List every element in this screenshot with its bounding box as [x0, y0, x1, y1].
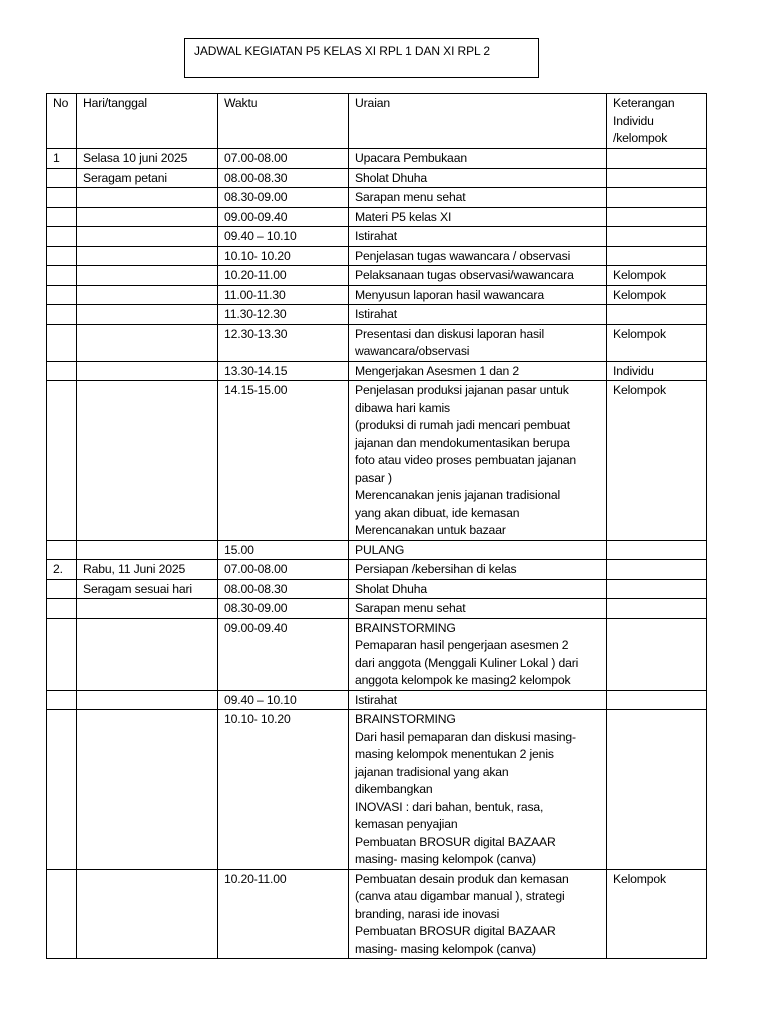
cell-hari-tanggal — [77, 599, 218, 619]
cell-uraian: Istirahat — [349, 227, 607, 247]
cell-uraian: Menyusun laporan hasil wawancara — [349, 285, 607, 305]
cell-hari-tanggal — [77, 869, 218, 959]
cell-hari-tanggal: Rabu, 11 Juni 2025 — [77, 560, 218, 580]
cell-uraian: Persiapan /kebersihan di kelas — [349, 560, 607, 580]
cell-uraian: Sholat Dhuha — [349, 168, 607, 188]
table-row — [47, 381, 707, 541]
cell-uraian: Istirahat — [349, 305, 607, 325]
cell-no — [47, 540, 77, 560]
cell-hari-tanggal — [77, 618, 218, 690]
cell-waktu: 09.40 – 10.10 — [218, 227, 349, 247]
cell-waktu: 09.00-09.40 — [218, 207, 349, 227]
cell-hari-tanggal — [77, 207, 218, 227]
cell-uraian: Sarapan menu sehat — [349, 188, 607, 208]
table-row — [47, 188, 707, 208]
cell-keterangan — [607, 710, 707, 870]
cell-hari-tanggal — [77, 540, 218, 560]
schedule-table — [46, 93, 707, 959]
cell-keterangan — [607, 188, 707, 208]
cell-waktu: 07.00-08.00 — [218, 560, 349, 580]
cell-uraian: Penjelasan produksi jajanan pasar untuk dibawa hari kamis (produksi di rumah jadi mencari pembuat jajanan dan mendokumentasikan berupa foto atau video proses pembuatan jajanan pasar ) Merencanakan jenis jajanan tradisional yang akan dibuat, ide kemasan Merencanakan untuk bazaar — [349, 381, 607, 541]
cell-waktu: 15.00 — [218, 540, 349, 560]
cell-hari-tanggal — [77, 246, 218, 266]
cell-hari-tanggal — [77, 381, 218, 541]
cell-keterangan — [607, 690, 707, 710]
cell-hari-tanggal — [77, 285, 218, 305]
cell-no — [47, 246, 77, 266]
cell-waktu: 09.40 – 10.10 — [218, 690, 349, 710]
table-row — [47, 149, 707, 169]
cell-uraian: PULANG — [349, 540, 607, 560]
cell-waktu: 10.20-11.00 — [218, 869, 349, 959]
cell-no — [47, 579, 77, 599]
cell-hari-tanggal — [77, 227, 218, 247]
table-row — [47, 305, 707, 325]
cell-uraian: BRAINSTORMING Dari hasil pemaparan dan diskusi masing- masing kelompok menentukan 2 jenis jajanan tradisional yang akan dikembangkan INOVASI : dari bahan, bentuk, rasa, kemasan penyajian Pembuatan BROSUR digital BAZAAR masing- masing kelompok (canva) — [349, 710, 607, 870]
cell-waktu: 08.00-08.30 — [218, 579, 349, 599]
cell-hari-tanggal — [77, 710, 218, 870]
cell-hari-tanggal: Seragam petani — [77, 168, 218, 188]
header-waktu: Waktu — [218, 94, 349, 149]
cell-keterangan: Individu — [607, 361, 707, 381]
cell-hari-tanggal — [77, 305, 218, 325]
cell-keterangan: Kelompok — [607, 285, 707, 305]
table-row — [47, 324, 707, 361]
cell-no — [47, 361, 77, 381]
cell-keterangan — [607, 207, 707, 227]
table-header-row — [47, 94, 707, 149]
cell-no — [47, 266, 77, 286]
cell-keterangan — [607, 599, 707, 619]
cell-hari-tanggal — [77, 324, 218, 361]
cell-no — [47, 618, 77, 690]
header-no: No — [47, 94, 77, 149]
cell-no — [47, 188, 77, 208]
cell-keterangan — [607, 579, 707, 599]
cell-waktu: 10.10- 10.20 — [218, 710, 349, 870]
table-row — [47, 266, 707, 286]
table-row — [47, 710, 707, 870]
cell-waktu: 12.30-13.30 — [218, 324, 349, 361]
cell-no — [47, 285, 77, 305]
table-row — [47, 361, 707, 381]
table-row — [47, 599, 707, 619]
table-row — [47, 579, 707, 599]
cell-keterangan: Kelompok — [607, 381, 707, 541]
cell-no — [47, 381, 77, 541]
header-uraian: Uraian — [349, 94, 607, 149]
cell-keterangan — [607, 246, 707, 266]
cell-uraian: Pelaksanaan tugas observasi/wawancara — [349, 266, 607, 286]
cell-keterangan — [607, 168, 707, 188]
cell-waktu: 10.10- 10.20 — [218, 246, 349, 266]
cell-keterangan — [607, 540, 707, 560]
cell-no — [47, 599, 77, 619]
header-hari-tanggal: Hari/tanggal — [77, 94, 218, 149]
table-row — [47, 560, 707, 580]
cell-waktu: 08.30-09.00 — [218, 188, 349, 208]
table-row — [47, 869, 707, 959]
cell-uraian: Sarapan menu sehat — [349, 599, 607, 619]
cell-uraian: Sholat Dhuha — [349, 579, 607, 599]
cell-keterangan: Kelompok — [607, 324, 707, 361]
cell-uraian: Upacara Pembukaan — [349, 149, 607, 169]
cell-hari-tanggal: Selasa 10 juni 2025 — [77, 149, 218, 169]
document-title: JADWAL KEGIATAN P5 KELAS XI RPL 1 DAN XI RPL 2 — [184, 38, 539, 78]
header-keterangan: Keterangan Individu /kelompok — [607, 94, 707, 149]
table-row — [47, 285, 707, 305]
cell-waktu: 08.30-09.00 — [218, 599, 349, 619]
cell-no: 2. — [47, 560, 77, 580]
cell-waktu: 13.30-14.15 — [218, 361, 349, 381]
table-row — [47, 690, 707, 710]
cell-uraian: Presentasi dan diskusi laporan hasil wawancara/observasi — [349, 324, 607, 361]
cell-no — [47, 710, 77, 870]
cell-no: 1 — [47, 149, 77, 169]
cell-uraian: Istirahat — [349, 690, 607, 710]
cell-waktu: 08.00-08.30 — [218, 168, 349, 188]
cell-waktu: 14.15-15.00 — [218, 381, 349, 541]
cell-no — [47, 869, 77, 959]
cell-no — [47, 324, 77, 361]
cell-keterangan — [607, 149, 707, 169]
cell-uraian: Materi P5 kelas XI — [349, 207, 607, 227]
cell-waktu: 10.20-11.00 — [218, 266, 349, 286]
table-row — [47, 618, 707, 690]
cell-waktu: 07.00-08.00 — [218, 149, 349, 169]
table-row — [47, 540, 707, 560]
cell-no — [47, 690, 77, 710]
cell-keterangan — [607, 305, 707, 325]
cell-keterangan — [607, 227, 707, 247]
table-row — [47, 168, 707, 188]
cell-keterangan: Kelompok — [607, 869, 707, 959]
cell-waktu: 11.00-11.30 — [218, 285, 349, 305]
table-row — [47, 246, 707, 266]
cell-no — [47, 207, 77, 227]
cell-hari-tanggal — [77, 188, 218, 208]
table-row — [47, 207, 707, 227]
cell-hari-tanggal — [77, 266, 218, 286]
cell-waktu: 09.00-09.40 — [218, 618, 349, 690]
cell-no — [47, 168, 77, 188]
cell-uraian: Pembuatan desain produk dan kemasan (canva atau digambar manual ), strategi branding, narasi ide inovasi Pembuatan BROSUR digital BAZAAR masing- masing kelompok (canva) — [349, 869, 607, 959]
cell-no — [47, 227, 77, 247]
cell-uraian: Mengerjakan Asesmen 1 dan 2 — [349, 361, 607, 381]
cell-waktu: 11.30-12.30 — [218, 305, 349, 325]
cell-hari-tanggal — [77, 690, 218, 710]
cell-no — [47, 305, 77, 325]
table-row — [47, 227, 707, 247]
cell-hari-tanggal — [77, 361, 218, 381]
cell-uraian: BRAINSTORMING Pemaparan hasil pengerjaan asesmen 2 dari anggota (Menggali Kuliner Lokal ) dari anggota kelompok ke masing2 kelompok — [349, 618, 607, 690]
cell-keterangan — [607, 560, 707, 580]
cell-keterangan: Kelompok — [607, 266, 707, 286]
cell-keterangan — [607, 618, 707, 690]
cell-hari-tanggal: Seragam sesuai hari — [77, 579, 218, 599]
cell-uraian: Penjelasan tugas wawancara / observasi — [349, 246, 607, 266]
